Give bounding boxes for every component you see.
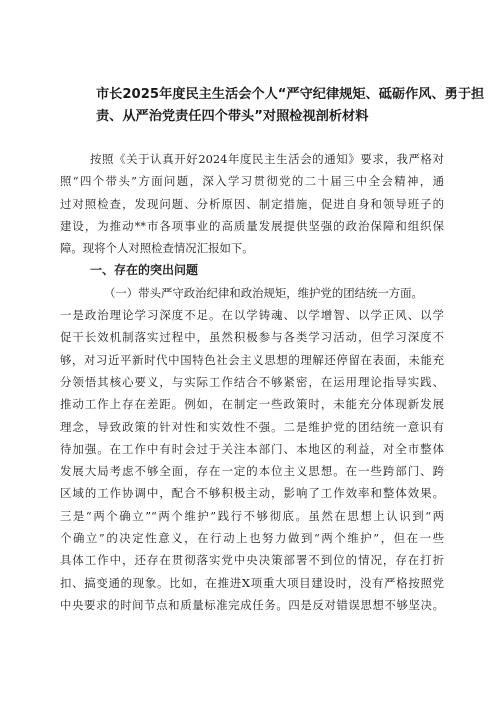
document-title: [96, 84, 485, 128]
section-heading: 一、存在的突出问题: [90, 263, 199, 278]
paragraph-line: 够，对习近平新时代中国特色社会主义思想的理解还停留在表面，未能充: [60, 352, 444, 367]
paragraph-line: 理念，导致政策的针对性和实效性不强。二是维护党的团结统一意识有: [60, 419, 444, 434]
intro-line: 障。现将个人对照检查情况汇报如下。: [60, 241, 254, 256]
title-line: 市长2025年度民主生活会个人“严守纪律规矩、砥砺作风、勇于担: [96, 87, 485, 102]
paragraph-line: 推动工作上存在差距。例如，在制定一些政策时，未能充分体现新发展: [60, 397, 444, 412]
paragraph-line: 个确立”的决定性意义，在行动上也努力做到“两个维护”，但在一些: [60, 531, 444, 546]
paragraph-line: 待加强。在工作中有时会过于关注本部门、本地区的利益，对全市整体: [60, 441, 444, 456]
title-line: 责、从严治党责任四个带头”对照检视剖析材料: [96, 109, 369, 124]
paragraph-line: 促干长效机制落实过程中，虽然积极参与各类学习活动，但学习深度不: [60, 330, 444, 345]
subsection-heading: （一）带头严守政治纪律和政治规矩，维护党的团结统一方面。: [104, 285, 423, 300]
intro-line: 建设，为推动**市各项事业的高质量发展提供坚强的政治保障和组织保: [60, 218, 444, 233]
intro-paragraph: [60, 148, 444, 259]
paragraph-line: 分领悟其核心要义，与实际工作结合不够紧密，在运用理论指导实践、: [60, 374, 444, 389]
intro-line: 照“四个带头”方面问题，深入学习贯彻党的二十届三中全会精神，通: [60, 174, 444, 189]
paragraph-line: 三是“两个确立”“两个维护”践行不够彻底。虽然在思想上认识到“两: [60, 508, 444, 523]
paragraph-line: 具体工作中，还存在贯彻落实党中央决策部署不到位的情况，存在打折: [60, 553, 444, 568]
paragraph-line: 发展大局考虑不够全面，存在一定的本位主义思想。在一些跨部门、跨: [60, 464, 444, 479]
paragraph-line: 中央要求的时间节点和质量标准完成任务。四是反对错误思想不够坚决。: [60, 597, 444, 612]
document-body: [60, 148, 444, 616]
intro-line: 过对照检查，发现问题、分析原因、制定措施，促进自身和领导班子的: [60, 196, 444, 211]
body-paragraph: [60, 304, 444, 616]
paragraph-line: 区域的工作协调中，配合不够积极主动，影响了工作效率和整体效果。: [60, 486, 444, 501]
paragraph-line: 扣、搞变通的现象。比如，在推进X项重大项目建设时，没有严格按照党: [60, 575, 444, 590]
intro-line: 按照《关于认真开好2024年度民主生活会的通知》要求，我严格对: [90, 152, 444, 166]
paragraph-line: 一是政治理论学习深度不足。在以学铸魂、以学增智、以学正风、以学: [60, 308, 444, 323]
